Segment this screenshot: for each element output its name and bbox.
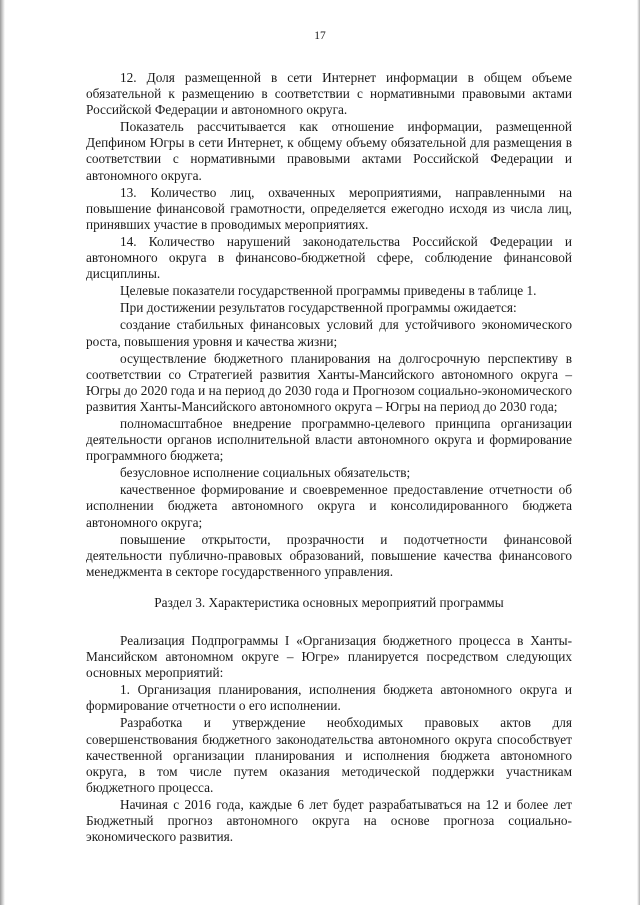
- paragraph-result-stable-conditions: создание стабильных финансовых условий для устойчивого экономического роста, повышения уровня и качества жизни;: [86, 317, 572, 349]
- paragraph-target-table-ref: Целевые показатели государственной программы приведены в таблице 1.: [120, 283, 537, 299]
- paragraph-result-program-budget: полномасштабное внедрение программно-целевого принципа организации деятельности органов исполнительной власти автономного округа и формирование программного бюджета;: [86, 415, 572, 464]
- paragraph-indicator-13: 13. Количество лиц, охваченных мероприятиями, направленными на повышение финансовой грамотности, определяется ежегодно исходя из числа лиц, принявших участие в проводимых мероприятиях.: [86, 184, 572, 232]
- scan-left-edge: [0, 0, 5, 905]
- paragraph-result-long-term-planning: осуществление бюджетного планирования на долгосрочную перспективу в соответствии со Стратегией развития Ханты-Мансийского автономного округа – Югры до 2020 года и на период до 2030 года и Прогнозом социально-экономического развития Ханты-Мансийского автономного округа – Югры на период до 2030 года;: [86, 350, 572, 414]
- paragraph-indicator-12-method: Показатель рассчитывается как отношение информации, размещенной Депфином Югры в сети Интернет, к общему объему обязательной для размещения в соответствии с нормативными правовыми актами Российской Федерации и автономного округа.: [86, 119, 572, 183]
- paragraph-indicator-12: 12. Доля размещенной в сети Интернет информации в общем объеме обязательной к размещению в соответствии с нормативными правовыми актами Российской Федерации и автономного округа.: [86, 70, 572, 118]
- paragraph-expected-results-intro: При достижении результатов государственной программы ожидается:: [120, 300, 517, 316]
- paragraph-legal-acts: Разработка и утверждение необходимых правовых актов для совершенствования бюджетного законодательства автономного округа способствует качественной организации планирования и исполнения бюджета автономного округа, в том числе путем оказания методической поддержки участникам бюджетного процесса.: [86, 715, 572, 795]
- document-body: [86, 70, 572, 846]
- paragraph-result-social-obligations: безусловное исполнение социальных обязательств;: [120, 465, 411, 481]
- paragraph-measure-1: 1. Организация планирования, исполнения бюджета автономного округа и формирование отчетности о его исполнении.: [86, 682, 572, 714]
- paragraph-result-reporting: качественное формирование и своевременное предоставление отчетности об исполнении бюджета автономного округа и консолидированного бюджета автономного округа;: [86, 482, 572, 530]
- section-heading: Раздел 3. Характеристика основных мероприятий программы: [154, 594, 504, 610]
- paragraph-indicator-14: 14. Количество нарушений законодательства Российской Федерации и автономного округа в финансово-бюджетной сфере, соблюдение финансовой дисциплины.: [86, 233, 572, 282]
- page-number: 17: [314, 30, 326, 42]
- paragraph-subprogram-intro: Реализация Подпрограммы I «Организация бюджетного процесса в Ханты-Мансийском автономном округе – Югре» планируется посредством следующих основных мероприятий:: [86, 633, 572, 681]
- paragraph-budget-forecast: Начиная с 2016 года, каждые 6 лет будет разрабатываться на 12 и более лет Бюджетный прогноз автономного округа на основе прогноза социально-экономического развития.: [86, 796, 572, 845]
- paragraph-result-transparency: повышение открытости, прозрачности и подотчетности финансовой деятельности публично-правовых образований, повышение качества финансового менеджмента в секторе государственного управления.: [86, 531, 572, 579]
